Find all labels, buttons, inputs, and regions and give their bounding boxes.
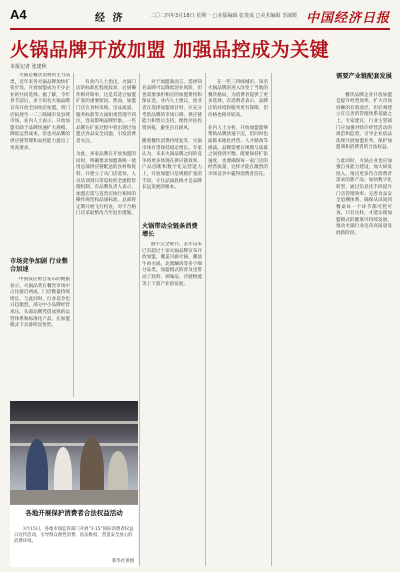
article-column-5-text: [336, 86, 392, 566]
column-3-text: 对于加盟商而言，选择知名品牌可以降低创业风险，但也需要承担相应的加盟费用和保证金。业内人士建议，创业者在选择加盟项目时，应充分考察品牌的市场口碑、供应链能力和售后支持，理性评估投资回报，避免盲目跟风。 随着餐饮消费持续复苏，火锅市场有望保持稳定增长。专家认为，未来火锅品牌之间的竞争将更多体现在供应链效率、产品创新和数字化运营能力上，开放加盟只是规模扩张的手段，守住品质底线才是品牌长远发展的根本。: [142, 79, 202, 191]
subhead-2: 火锅带动全链条消费增长: [142, 223, 198, 238]
column-1-text: 火锅是餐饮消费的主力品类，近年来各火锅品牌加快扩张步伐，开放加盟成为不少企业的共同选择。据了解，今年春节前后，多个知名火锅品牌宣布开放全国单店加盟，将门店拓展至一二三线城市及县域市场。业内人士表示，开放加盟有助于品牌快速扩大规模、降低运营成本，但也对品牌的供应链管理和品控能力提出了更高要求。: [10, 73, 70, 151]
issue-meta: 二〇二四年3月18日 星期一 □本版编辑 张贵成 □美术编辑 李淑媛: [150, 13, 297, 19]
article-column-3b: [142, 242, 202, 566]
photo-counter: [10, 490, 138, 504]
page-number: A4: [10, 7, 27, 22]
byline: 本报记者 张建秋: [10, 64, 47, 70]
article-column-5: [274, 73, 332, 566]
photo-shelf: [10, 421, 138, 424]
column-divider: [205, 73, 206, 566]
column-2-text: 有业内人士指出，火锅门店的标准化程度较高，后厨操作相对简单，这是其适合加盟扩张的重要原因。然而，加盟门店在食材采购、出品质量、服务标准等方面如果管理不到位，容易影响品牌形象。一些品牌在扩张过程中曾出现过加盟店食品安全问题，引发消费者关注。 为此，多家品牌在开放加盟的同时，明确要求加盟商统一使用总部供应链配送的食材和底料，并建立了从门店选址、人员培训到日常巡检的全流程管理机制。有品牌负责人表示，加盟店需与直营店执行相同的操作规范和品质标准，总部将定期开展飞行检查，对不合格门店采取整改乃至退出措施。: [76, 79, 136, 217]
article-column-1b: [10, 277, 70, 397]
subhead-1: 市场竞争加剧 行业整合加速: [10, 258, 68, 273]
photo-caption: [10, 504, 138, 567]
caption-body: 3月15日，各地市场监管部门开展“3·15”国际消费者权益日宣传活动，引导群众理性消费、依法维权，营造安全放心的消费环境。: [14, 527, 134, 544]
column-4-text: 在一些三四线城市，知名火锅品牌的进入改变了当地的餐饮格局，为消费者提供了更多选择。有消费者表示，品牌店的环境和服务更有保障，但价格也相对较高。 业内人士分析，开放加盟能够帮助品牌快速下沉，但同时也面临本地化经营、人才储备等挑战。品牌需要在规模与质量之间找到平衡，既要保持扩张速度，也要确保每一家门店的经营质量，这样才能在激烈的市场竞争中赢得消费者信任。: [208, 79, 268, 177]
subhead-3: 需要产业链配套发展: [336, 73, 392, 80]
article-column-4: [208, 73, 268, 566]
headline: 火锅品牌开放加盟 加强品控成为关键: [10, 39, 330, 61]
column-5-lead: [274, 73, 332, 80]
column-divider: [73, 73, 74, 397]
news-photo: [10, 401, 138, 504]
column-3b-text: 据不完全统计，去年以来已有超过十家火锅品牌宣布开放加盟，覆盖川渝火锅、潮汕牛肉火锅、北派涮肉等多个细分品类。加盟模式的普及也带动了底料、调味品、冷链物流等上下游产业的发展。: [142, 242, 202, 287]
caption-credit: 新华社供图: [112, 559, 134, 564]
section-name: 经 济: [95, 13, 125, 24]
article-column-3: [142, 73, 202, 219]
article-column-1: [10, 73, 70, 255]
masthead-logo: 中国经济日报: [305, 11, 390, 26]
column-1b-text: 中国饭店协会发布的数据显示，火锅品类在餐饮市场中占比接近两成，门店数量持续增长。与此同时，行业竞争也日趋激烈，部分中小品牌经营承压。头部品牌凭借成熟的运营体系和标准化产品，在加盟模式下具备明显优势。: [10, 277, 70, 329]
caption-title: 各地开展保护消费者合法权益活动: [25, 509, 123, 517]
column-divider: [271, 73, 272, 566]
column-5-text: 餐饮品牌企业开放加盟是提升经营效率、扩大市场份额的有效途径，但必须建立在完善的管理体系基础之上。专家建议，行业主管部门应加强对特许经营活动的规范和监督，引导企业依法依规开展加盟业务，保护加盟商和消费者的合法权益。 与此同时，火锅企业也应加强自身能力建设，加大研发投入，推出更多符合消费者需求的新产品；加快数字化转型，通过信息化手段提升门店管理效率；完善食品安全追溯体系，确保从田间到餐桌每一个环节都可控可查。只有这样，才能实现加盟模式的健康可持续发展，推动火锅行业迈向高质量发展新阶段。: [336, 92, 392, 237]
article-column-2: [76, 73, 136, 397]
column-divider: [139, 73, 140, 566]
page-header: [10, 6, 390, 30]
